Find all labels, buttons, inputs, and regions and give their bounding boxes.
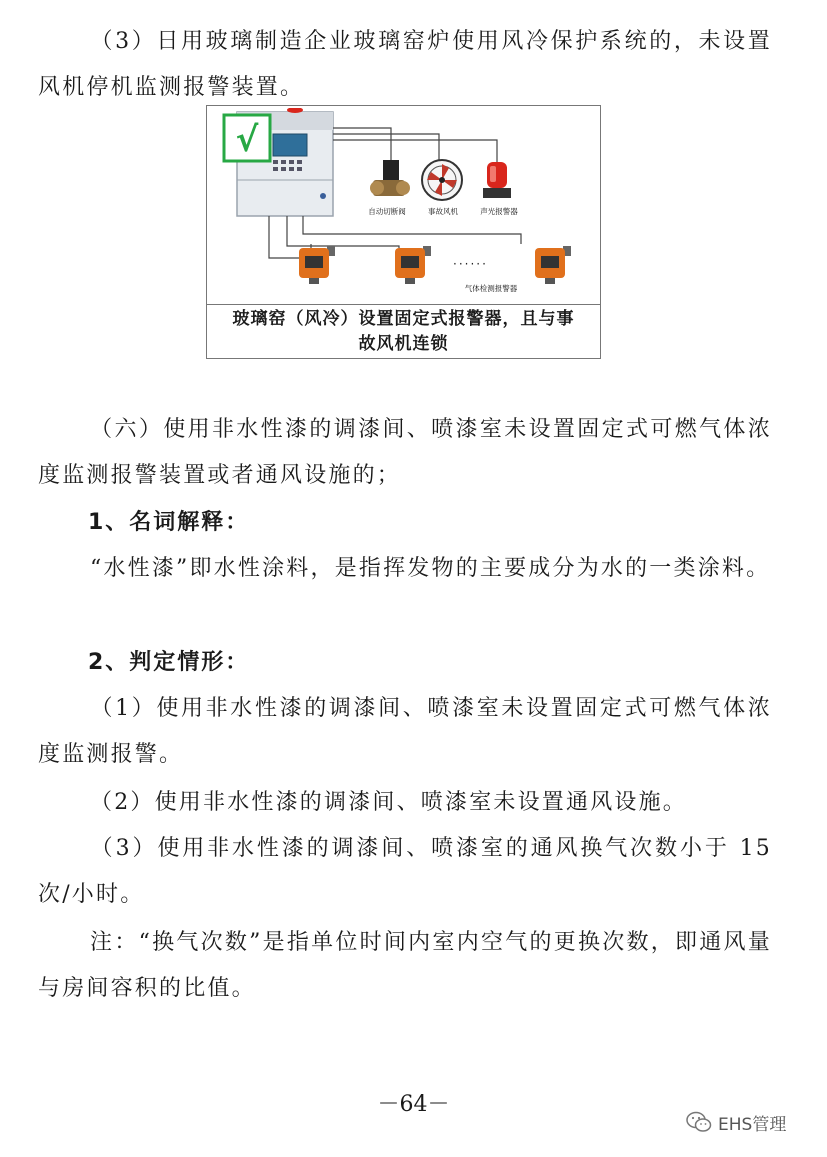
paragraph-definition: “水性漆”即水性涂料，是指挥发物的主要成分为水的一类涂料。	[90, 556, 771, 581]
svg-text:自动切断阀: 自动切断阀	[368, 207, 406, 216]
svg-text:事故风机: 事故风机	[428, 207, 458, 216]
wechat-icon	[686, 1111, 712, 1133]
watermark	[686, 1108, 786, 1136]
paragraph-criterion-1: （1）使用非水性漆的调漆间、喷漆室未设置固定式可燃气体浓度监测报警。	[38, 696, 772, 767]
paragraph-glass-kiln: （3）日用玻璃制造企业玻璃窑炉使用风冷保护系统的，未设置风机停机监测报警装置。	[38, 29, 772, 100]
paragraph-note: 注：“换气次数”是指单位时间内室内空气的更换次数，即通风量与房间容积的比值。	[38, 930, 772, 1001]
svg-text:······: ······	[453, 257, 488, 271]
figure-caption: 玻璃窑（风冷）设置固定式报警器，且与事 故风机连锁	[232, 309, 575, 354]
svg-text:气体检测报警器: 气体检测报警器	[464, 284, 518, 293]
figure-divider	[207, 304, 600, 305]
figure	[206, 105, 601, 359]
check-mark-icon: √	[235, 120, 259, 160]
page-number: －64－	[377, 1092, 450, 1117]
paragraph-criterion-2: （2）使用非水性漆的调漆间、喷漆室未设置通风设施。	[90, 790, 687, 815]
paragraph-criterion-3: （3）使用非水性漆的调漆间、喷漆室的通风换气次数小于 15次/小时。	[38, 836, 772, 907]
watermark-text: EHS管理	[718, 1114, 787, 1135]
svg-text:声光报警器: 声光报警器	[480, 207, 518, 216]
gas-detector-1	[299, 246, 335, 284]
solenoid-valve-image	[370, 160, 410, 196]
warning-beacon-image	[483, 162, 511, 198]
heading-criteria: 2、判定情形：	[88, 650, 250, 675]
exhaust-fan-image	[422, 160, 462, 200]
paragraph-section-six: （六）使用非水性漆的调漆间、喷漆室未设置固定式可燃气体浓度监测报警装置或者通风设施的；	[38, 417, 772, 488]
heading-definitions: 1、名词解释：	[88, 510, 250, 535]
system-diagram-image	[211, 108, 596, 304]
gas-detector-3	[535, 246, 571, 284]
gas-detector-2	[395, 246, 431, 284]
